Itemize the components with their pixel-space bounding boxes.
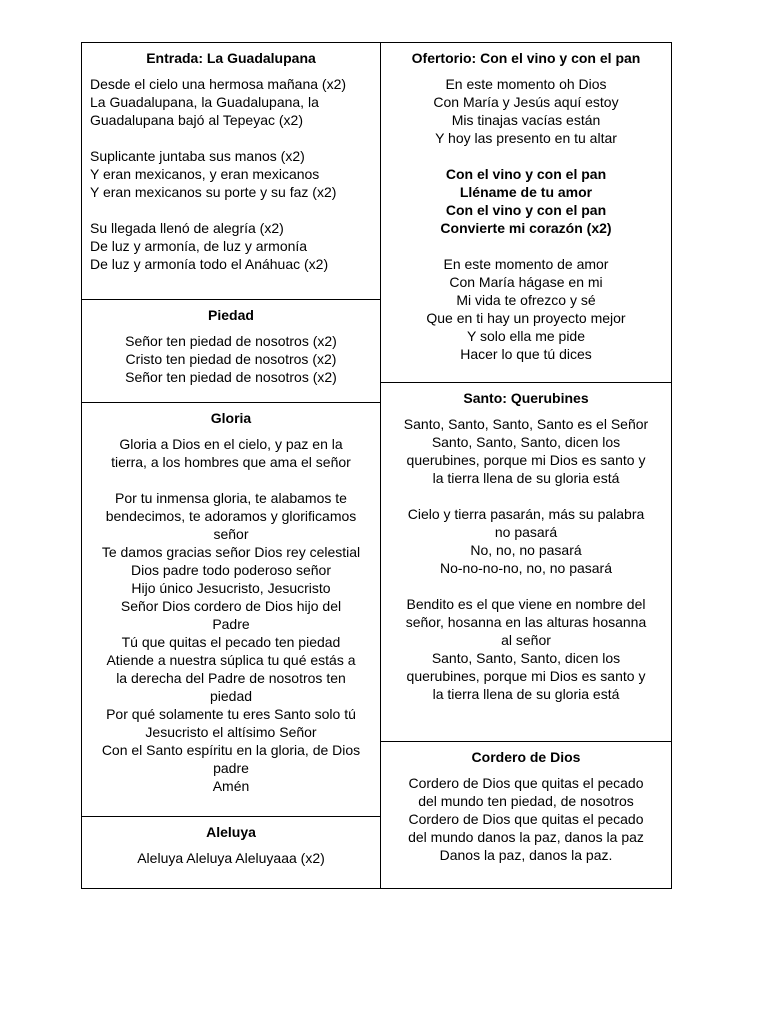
lyric-line: Por tu inmensa gloria, te alabamos te xyxy=(115,490,347,506)
lyric-line: Cordero de Dios que quitas el pecado xyxy=(408,775,644,791)
section-title: Entrada: La Guadalupana xyxy=(146,50,316,66)
lyric-line: En este momento de amor xyxy=(443,256,609,272)
lyric-line: Santo, Santo, Santo, dicen los xyxy=(431,650,621,666)
lyric-line: Por qué solamente tu eres Santo solo tú xyxy=(106,706,356,722)
section-body xyxy=(381,75,671,363)
lyric-line: señor xyxy=(213,526,249,542)
section-gloria xyxy=(82,403,380,817)
stanza xyxy=(389,415,663,487)
lyric-line: Tú que quitas el pecado ten piedad xyxy=(121,634,341,650)
lyric-line: Cristo ten piedad de nosotros (x2) xyxy=(125,351,337,367)
lyric-line: Cielo y tierra pasarán, más su palabra xyxy=(407,506,645,522)
lyric-line: Cordero de Dios que quitas el pecado xyxy=(408,811,644,827)
lyric-line: Danos la paz, danos la paz. xyxy=(439,847,613,863)
lyric-line: no pasará xyxy=(494,524,558,540)
lyric-line: Con el vino y con el pan xyxy=(445,202,607,218)
section-aleluya xyxy=(82,817,380,888)
section-body xyxy=(381,774,671,864)
lyric-line: Amén xyxy=(212,778,250,794)
lyric-line: Jesucristo el altísimo Señor xyxy=(145,724,317,740)
lyric-line: Atiende a nuestra súplica tu qué estás a xyxy=(106,652,356,668)
lyric-line: Convierte mi corazón (x2) xyxy=(440,220,612,236)
section-piedad xyxy=(82,300,380,403)
lyric-line: Mis tinajas vacías están xyxy=(451,112,601,128)
section-santo xyxy=(381,383,671,742)
left-column xyxy=(82,43,381,888)
stanza xyxy=(90,219,372,273)
stanza xyxy=(389,774,663,864)
stanza xyxy=(389,595,663,703)
lyric-line: Lléname de tu amor xyxy=(459,184,593,200)
lyric-line: Dios padre todo poderoso señor xyxy=(130,562,332,578)
lyric-line: Y eran mexicanos, y eran mexicanos xyxy=(90,166,320,182)
lyric-line: señor, hosanna en las alturas hosanna xyxy=(405,614,647,630)
lyric-line: padre xyxy=(213,760,249,776)
lyric-line: Santo, Santo, Santo, dicen los xyxy=(431,434,621,450)
lyric-line: querubines, porque mi Dios es santo y xyxy=(406,668,646,684)
lyric-line: Guadalupana bajó al Tepeyac (x2) xyxy=(90,112,304,128)
section-body xyxy=(82,435,380,795)
lyric-line: No-no-no-no, no, no pasará xyxy=(440,560,612,576)
lyric-line: Bendito es el que viene en nombre del xyxy=(406,596,646,612)
section-body xyxy=(381,415,671,703)
stanza xyxy=(90,435,372,471)
lyric-line: al señor xyxy=(501,632,551,648)
section-ofertorio xyxy=(381,43,671,383)
lyric-line: Mi vida te ofrezco y sé xyxy=(456,292,596,308)
section-title: Piedad xyxy=(208,307,254,323)
right-column xyxy=(381,43,671,888)
lyric-line: del mundo ten piedad, de nosotros xyxy=(418,793,634,809)
stanza xyxy=(90,332,372,386)
lyric-line: la derecha del Padre de nosotros ten xyxy=(116,670,346,686)
lyric-line: Y hoy las presento en tu altar xyxy=(435,130,617,146)
lyric-line: bendecimos, te adoramos y glorificamos xyxy=(105,508,357,524)
section-title: Ofertorio: Con el vino y con el pan xyxy=(411,50,641,66)
section-title: Cordero de Dios xyxy=(471,749,581,765)
lyric-line: Y solo ella me pide xyxy=(466,328,586,344)
lyric-line: la tierra llena de su gloria está xyxy=(432,470,620,486)
lyric-line: piedad xyxy=(209,688,253,704)
lyric-line: Santo, Santo, Santo, Santo es el Señor xyxy=(403,416,649,432)
lyric-line: del mundo danos la paz, danos la paz xyxy=(408,829,644,845)
lyric-line: Aleluya Aleluya Aleluyaaa (x2) xyxy=(137,850,325,866)
lyric-line: Padre xyxy=(212,616,250,632)
lyric-line: De luz y armonía todo el Anáhuac (x2) xyxy=(90,256,329,272)
section-body xyxy=(82,75,380,273)
section-title: Aleluya xyxy=(206,824,256,840)
lyric-line: la tierra llena de su gloria está xyxy=(432,686,620,702)
lyric-line: Señor Dios cordero de Dios hijo del xyxy=(120,598,342,614)
lyric-line: Desde el cielo una hermosa mañana (x2) xyxy=(90,76,347,92)
lyric-line: En este momento oh Dios xyxy=(445,76,607,92)
lyric-line: Suplicante juntaba sus manos (x2) xyxy=(90,148,305,164)
lyric-line: La Guadalupana, la Guadalupana, la xyxy=(90,94,319,110)
stanza xyxy=(90,849,372,867)
lyric-line: Señor ten piedad de nosotros (x2) xyxy=(125,369,337,385)
section-body xyxy=(82,849,380,867)
stanza xyxy=(389,75,663,147)
lyric-line: Que en ti hay un proyecto mejor xyxy=(426,310,626,326)
lyric-line: No, no, no pasará xyxy=(470,542,582,558)
lyric-line: Con el Santo espíritu en la gloria, de Dios xyxy=(101,742,361,758)
lyric-line: tierra, a los hombres que ama el señor xyxy=(111,454,351,470)
lyric-line: De luz y armonía, de luz y armonía xyxy=(90,238,308,254)
section-title: Gloria xyxy=(210,410,252,426)
section-entrada xyxy=(82,43,380,300)
lyric-line: Señor ten piedad de nosotros (x2) xyxy=(125,333,337,349)
lyric-line: Hacer lo que tú dices xyxy=(460,346,592,362)
lyric-line: Con María hágase en mi xyxy=(449,274,603,290)
lyric-line: Su llegada llenó de alegría (x2) xyxy=(90,220,284,236)
stanza xyxy=(90,489,372,795)
stanza xyxy=(90,75,372,129)
song-sheet xyxy=(81,42,672,889)
lyric-line: Gloria a Dios en el cielo, y paz en la xyxy=(119,436,343,452)
stanza xyxy=(389,165,663,237)
stanza xyxy=(389,255,663,363)
lyric-line: Hijo único Jesucristo, Jesucristo xyxy=(131,580,331,596)
section-cordero xyxy=(381,742,671,888)
stanza xyxy=(90,147,372,201)
lyric-line: Con María y Jesús aquí estoy xyxy=(433,94,619,110)
section-body xyxy=(82,332,380,386)
lyric-line: Te damos gracias señor Dios rey celestial xyxy=(101,544,361,560)
stanza xyxy=(389,505,663,577)
section-title: Santo: Querubines xyxy=(463,390,589,406)
lyric-line: Y eran mexicanos su porte y su faz (x2) xyxy=(90,184,337,200)
lyric-line: Con el vino y con el pan xyxy=(445,166,607,182)
lyric-line: querubines, porque mi Dios es santo y xyxy=(406,452,646,468)
